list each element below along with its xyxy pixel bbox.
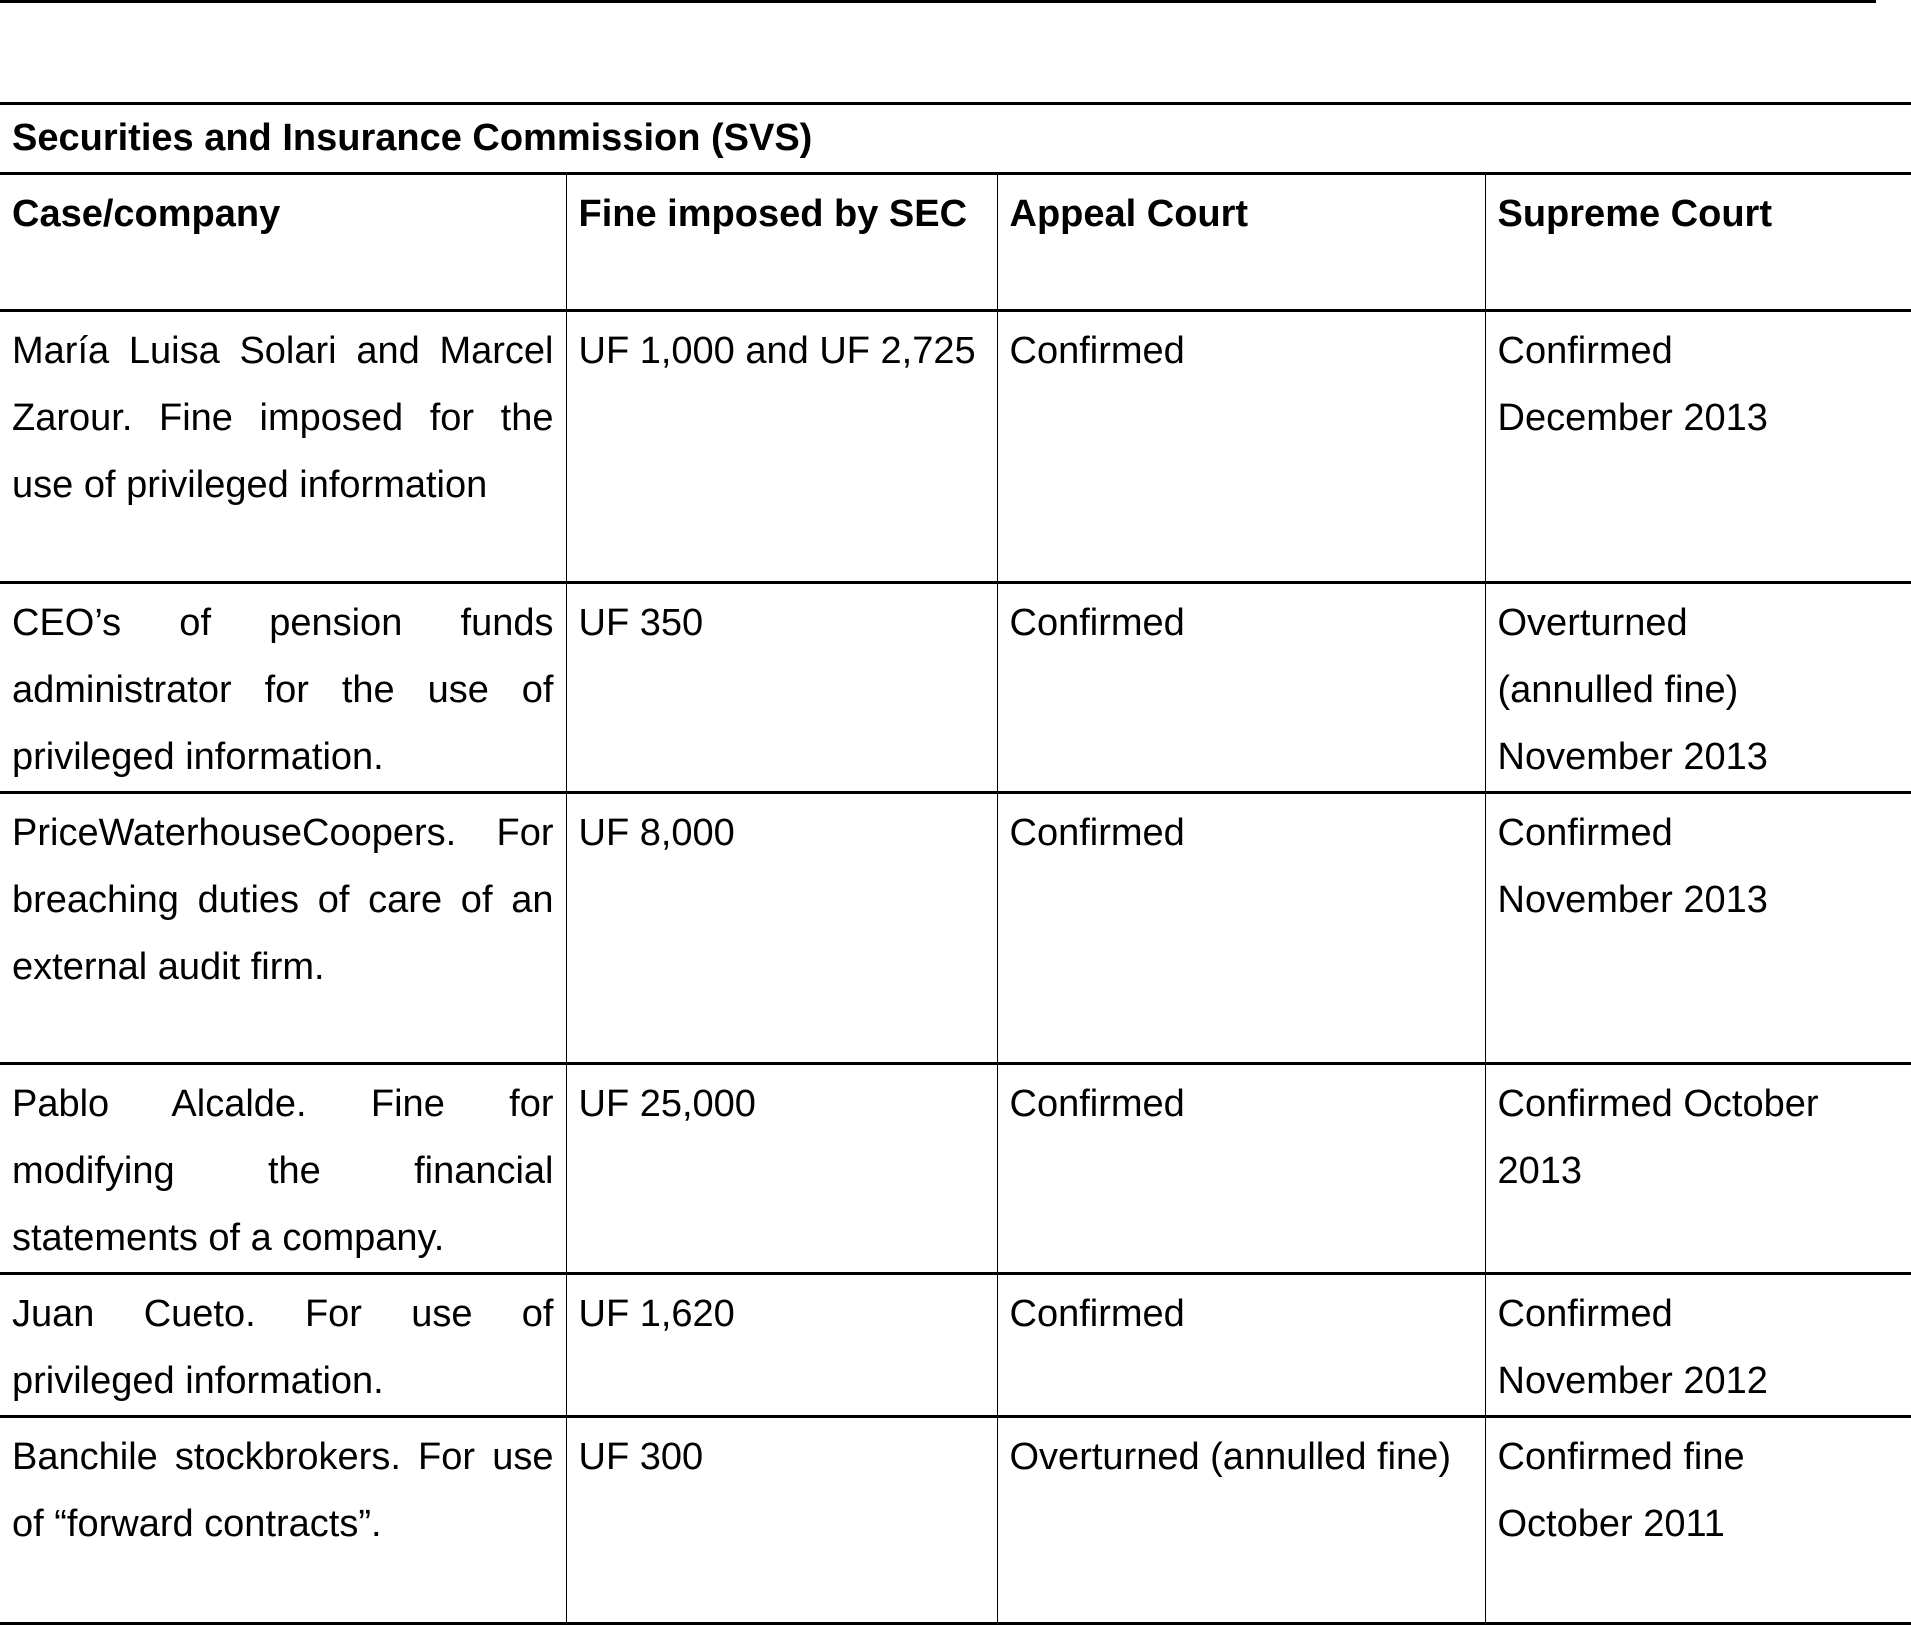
cell-case: Pablo Alcalde. Fine for modifying the financial statements of a company. <box>0 1064 566 1274</box>
cell-supreme: Confirmed November 2012 <box>1485 1274 1911 1417</box>
table-row <box>0 1064 1911 1274</box>
cell-case: CEO’s of pension funds administrator for the use of privileged information. <box>0 583 566 793</box>
cell-appeal: Confirmed <box>997 311 1485 583</box>
header-supreme: Supreme Court <box>1485 174 1911 311</box>
cell-supreme: Confirmed November 2013 <box>1485 793 1911 1064</box>
table-row <box>0 1274 1911 1417</box>
cell-fine: UF 300 <box>566 1417 997 1624</box>
cell-appeal: Confirmed <box>997 1064 1485 1274</box>
top-rule <box>0 0 1876 3</box>
cell-case: PriceWaterhouseCoopers. For breaching duties of care of an external audit firm. <box>0 793 566 1064</box>
table-row <box>0 1417 1911 1624</box>
cell-case: Banchile stockbrokers. For use of “forward contracts”. <box>0 1417 566 1624</box>
table-title: Securities and Insurance Commission (SVS) <box>0 104 1911 174</box>
cell-fine: UF 25,000 <box>566 1064 997 1274</box>
cell-fine: UF 1,000 and UF 2,725 <box>566 311 997 583</box>
cell-case: Juan Cueto. For use of privileged information. <box>0 1274 566 1417</box>
cell-fine: UF 1,620 <box>566 1274 997 1417</box>
cell-fine: UF 8,000 <box>566 793 997 1064</box>
table-header-row <box>0 174 1911 311</box>
cell-fine: UF 350 <box>566 583 997 793</box>
cell-appeal: Confirmed <box>997 583 1485 793</box>
cell-supreme: Confirmed fine October 2011 <box>1485 1417 1911 1624</box>
cell-supreme: Overturned (annulled fine) November 2013 <box>1485 583 1911 793</box>
table-row <box>0 311 1911 583</box>
cell-case: María Luisa Solari and Marcel Zarour. Fine imposed for the use of privileged information <box>0 311 566 583</box>
cell-appeal: Overturned (annulled fine) <box>997 1417 1485 1624</box>
table-row <box>0 583 1911 793</box>
cell-appeal: Confirmed <box>997 793 1485 1064</box>
cell-supreme: Confirmed December 2013 <box>1485 311 1911 583</box>
table-row <box>0 793 1911 1064</box>
header-appeal: Appeal Court <box>997 174 1485 311</box>
cell-appeal: Confirmed <box>997 1274 1485 1417</box>
header-fine: Fine imposed by SEC <box>566 174 997 311</box>
header-case: Case/company <box>0 174 566 311</box>
table-title-row <box>0 104 1911 174</box>
cell-supreme: Confirmed October 2013 <box>1485 1064 1911 1274</box>
fines-table <box>0 102 1911 1625</box>
